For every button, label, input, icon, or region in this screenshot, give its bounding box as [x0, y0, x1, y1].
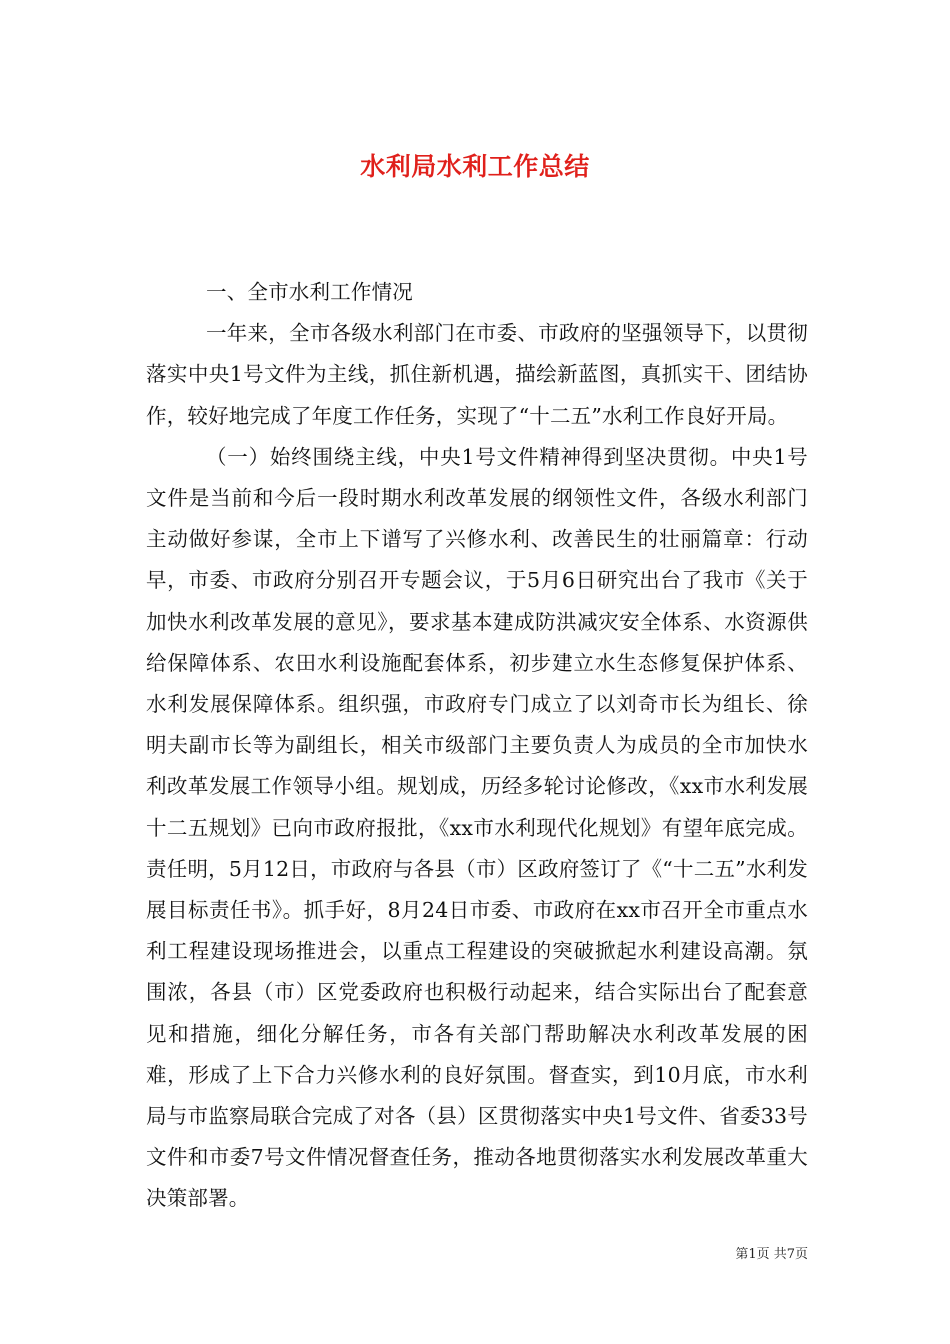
document-title: 水利局水利工作总结 — [360, 151, 590, 181]
document-body — [146, 272, 808, 1220]
paragraph-intro: 一年来，全市各级水利部门在市委、市政府的坚强领导下，以贯彻落实中央1号文件为主线，抓住新机遇，描绘新蓝图，真抓实干、团结协作，较好地完成了年度工作任务，实现了“十二五”水利工作良好开局。 — [146, 321, 808, 428]
section-heading: 一、全市水利工作情况 — [206, 280, 413, 304]
page-number: 第1页 共7页 — [735, 1247, 808, 1262]
paragraph-main-line: （一）始终围绕主线，中央1号文件精神得到坚决贯彻。中央1号文件是当前和今后一段时期水利改革发展的纲领性文件，各级水利部门主动做好参谋，全市上下谱写了兴修水利、改善民生的壮丽篇章：行动早，市委、市政府分别召开专题会议，于5月6日研究出台了我市《关于加快水利改革发展的意见》，要求基本建成防洪减灾安全体系、水资源供给保障体系、农田水利设施配套体系，初步建立水生态修复保护体系、水利发展保障体系。组织强，市政府专门成立了以刘奇市长为组长、徐明夫副市长等为副组长，相关市级部门主要负责人为成员的全市加快水利改革发展工作领导小组。规划成，历经多轮讨论修改，《xx市水利发展十二五规划》已向市政府报批，《xx市水利现代化规划》有望年底完成。责任明，5月12日，市政府与各县（市）区政府签订了《“十二五”水利发展目标责任书》。抓手好，8月24日市委、市政府在xx市召开全市重点水利工程建设现场推进会，以重点工程建设的突破掀起水利建设高潮。氛围浓，各县（市）区党委政府也积极行动起来，结合实际出台了配套意见和措施，细化分解任务，市各有关部门帮助解决水利改革发展的困难，形成了上下合力兴修水利的良好氛围。督查实，到10月底，市水利局与市监察局联合完成了对各（县）区贯彻落实中央1号文件、省委33号文件和市委7号文件情况督查任务，推动各地贯彻落实水利发展改革重大决策部署。 — [146, 444, 808, 1211]
